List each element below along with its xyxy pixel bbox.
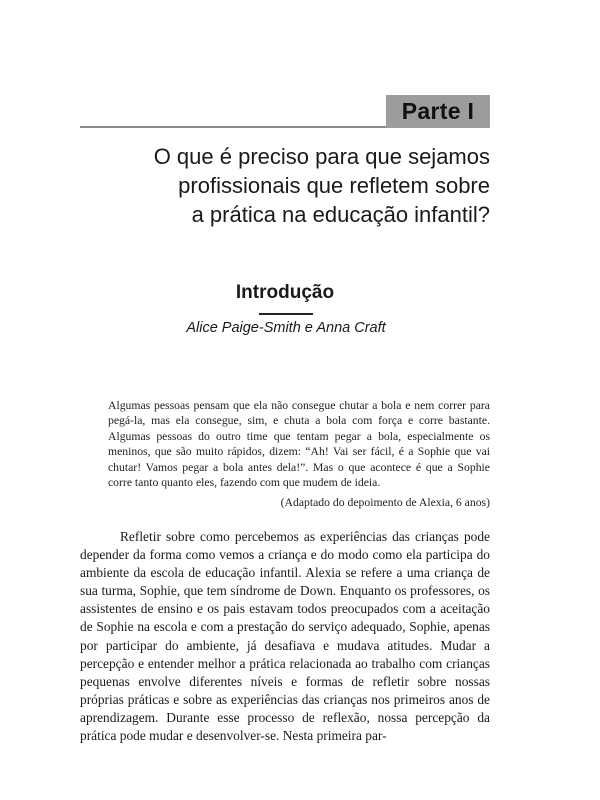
body-text — [80, 528, 490, 745]
chapter-title — [70, 142, 490, 229]
heading-underline — [259, 313, 313, 315]
chapter-title-line: O que é preciso para que sejamos — [153, 144, 490, 169]
epigraph-quote: Algumas pessoas pensam que ela não consegue chutar a bola e nem correr para pegá-la, mas ela consegue, sim, e chuta a bola com força e corre bastante. Algumas pessoas do outro time que tentam pegar a bola, especialmente os meninos, que são muito rápidos, dizem: “Ah! Vai ser fácil, é a Sophie que vai chutar! Vamos pegar a bola antes dela!”. Mas o que acontece é que a Sophie corre tanto quanto eles, fazendo com que mudem de ideia. — [108, 399, 490, 490]
part-label: Parte I — [386, 95, 490, 128]
section-heading: Introdução — [235, 282, 335, 303]
authors: Alice Paige-Smith e Anna Craft — [186, 320, 386, 336]
epigraph-source: (Adaptado do depoimento de Alexia, 6 anos) — [280, 496, 490, 509]
chapter-title-line: profissionais que refletem sobre — [178, 173, 490, 198]
body-paragraph: Refletir sobre como percebemos as experiências das crianças pode depender da forma como vemos a criança e do modo como ela participa do ambiente da escola de educação infantil. Alexia se refere a uma criança de sua turma, Sophie, que tem síndrome de Down. Enquanto os professores, os assistentes de ensino e os pais estavam todos preocupados com a aceitação de Sophie na escola e com a prestação do serviço adequado, Sophie, apenas por participar do ambiente, já desafiava e mudava atitudes. Mudar a percepção e entender melhor a prática relacionada ao trabalho com crianças pequenas envolve diferentes níveis e formas de refletir sobre nossas próprias práticas e sobre as experiências das crianças nos primeiros anos de aprendizagem. Durante esse processo de reflexão, nossa percepção da prática pode mudar e desenvolver-se. Nesta primeira par- — [80, 529, 490, 744]
chapter-title-line: a prática na educação infantil? — [191, 202, 490, 227]
